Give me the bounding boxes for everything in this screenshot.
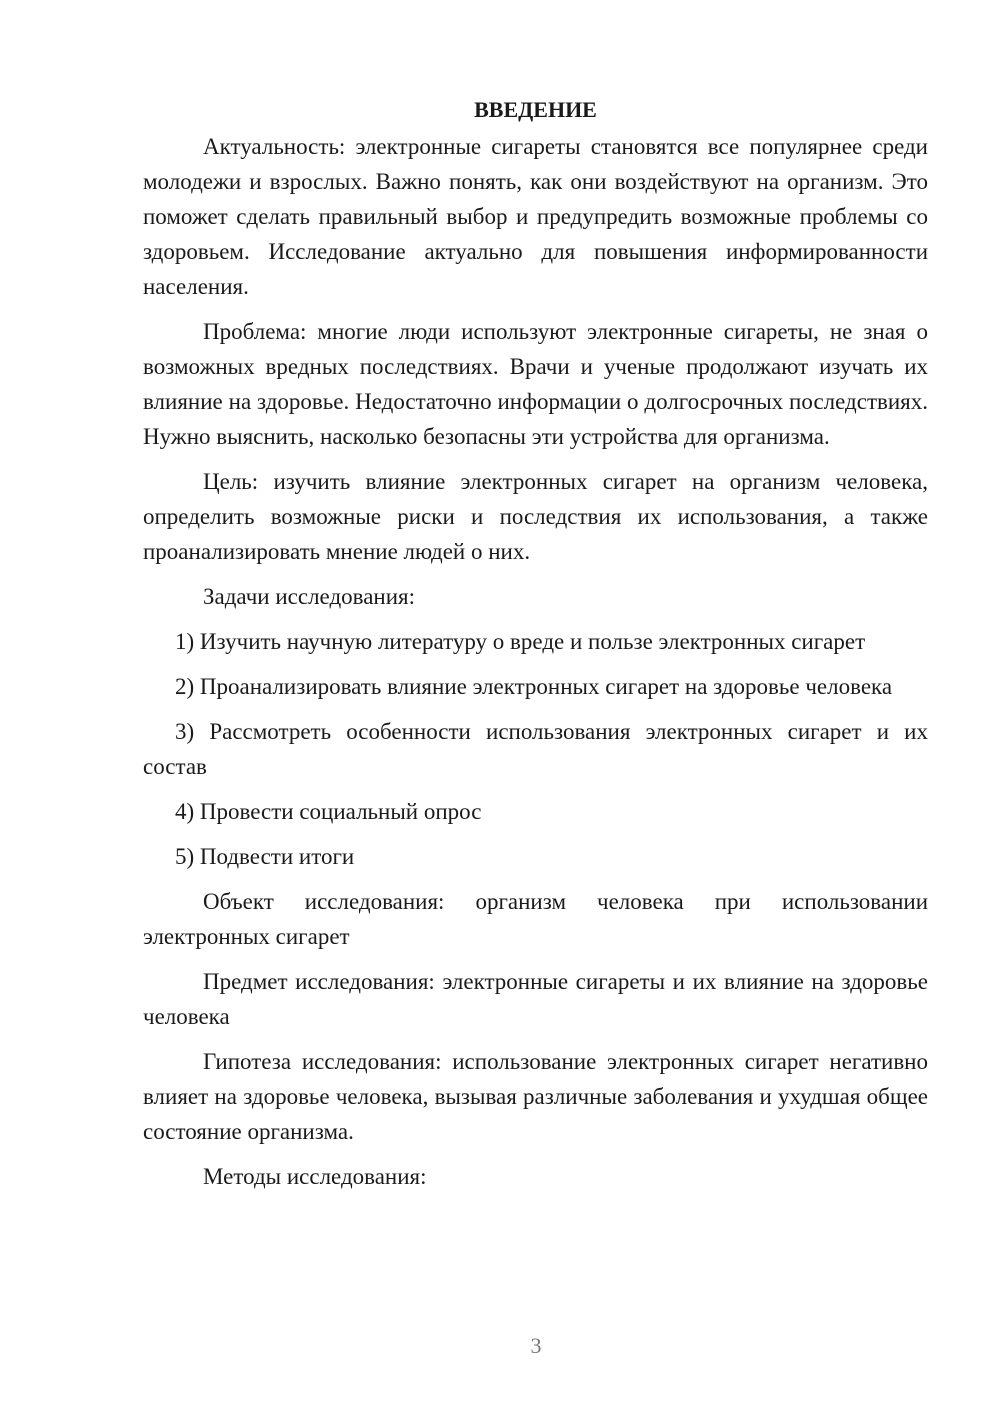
- object-paragraph: Объект исследования: организм человека при использовании электронных сигарет: [143, 889, 928, 949]
- tasks-heading: Задачи исследования:: [203, 584, 416, 609]
- task-item-1: 1) Изучить научную литературу о вреде и пользе электронных сигарет: [175, 629, 866, 654]
- task-item-5: 5) Подвести итоги: [175, 844, 355, 869]
- problem-paragraph: Проблема: многие люди используют электронные сигареты, не зная о возможных вредных последствиях. Врачи и ученые продолжают изучать их влияние на здоровье. Недостаточно информации о долгосрочных последствиях. Нужно выяснить, насколько безопасны эти устройства для организма.: [143, 319, 928, 449]
- task-item-2: 2) Проанализировать влияние электронных сигарет на здоровье человека: [175, 674, 893, 699]
- relevance-paragraph: Актуальность: электронные сигареты становятся все популярнее среди молодежи и взрослых. Важно понять, как они воздействуют на организм. Это поможет сделать правильный выбор и предупредить возможные проблемы со здоровьем. Исследование актуально для повышения информированности населения.: [143, 134, 928, 299]
- goal-paragraph: Цель: изучить влияние электронных сигарет на организм человека, определить возможные риски и последствия их использования, а также проанализировать мнение людей о них.: [143, 469, 928, 564]
- task-item-4: 4) Провести социальный опрос: [175, 799, 482, 824]
- task-item-3: 3) Рассмотреть особенности использования электронных сигарет и их состав: [143, 719, 928, 779]
- hypothesis-paragraph: Гипотеза исследования: использование электронных сигарет негативно влияет на здоровье человека, вызывая различные заболевания и ухудшая общее состояние организма.: [143, 1049, 928, 1144]
- section-heading: ВВЕДЕНИЕ: [474, 97, 597, 122]
- methods-heading: Методы исследования:: [203, 1164, 427, 1189]
- document-body: [143, 92, 928, 1204]
- subject-paragraph: Предмет исследования: электронные сигареты и их влияние на здоровье человека: [143, 969, 928, 1029]
- page-number: 3: [530, 1333, 542, 1358]
